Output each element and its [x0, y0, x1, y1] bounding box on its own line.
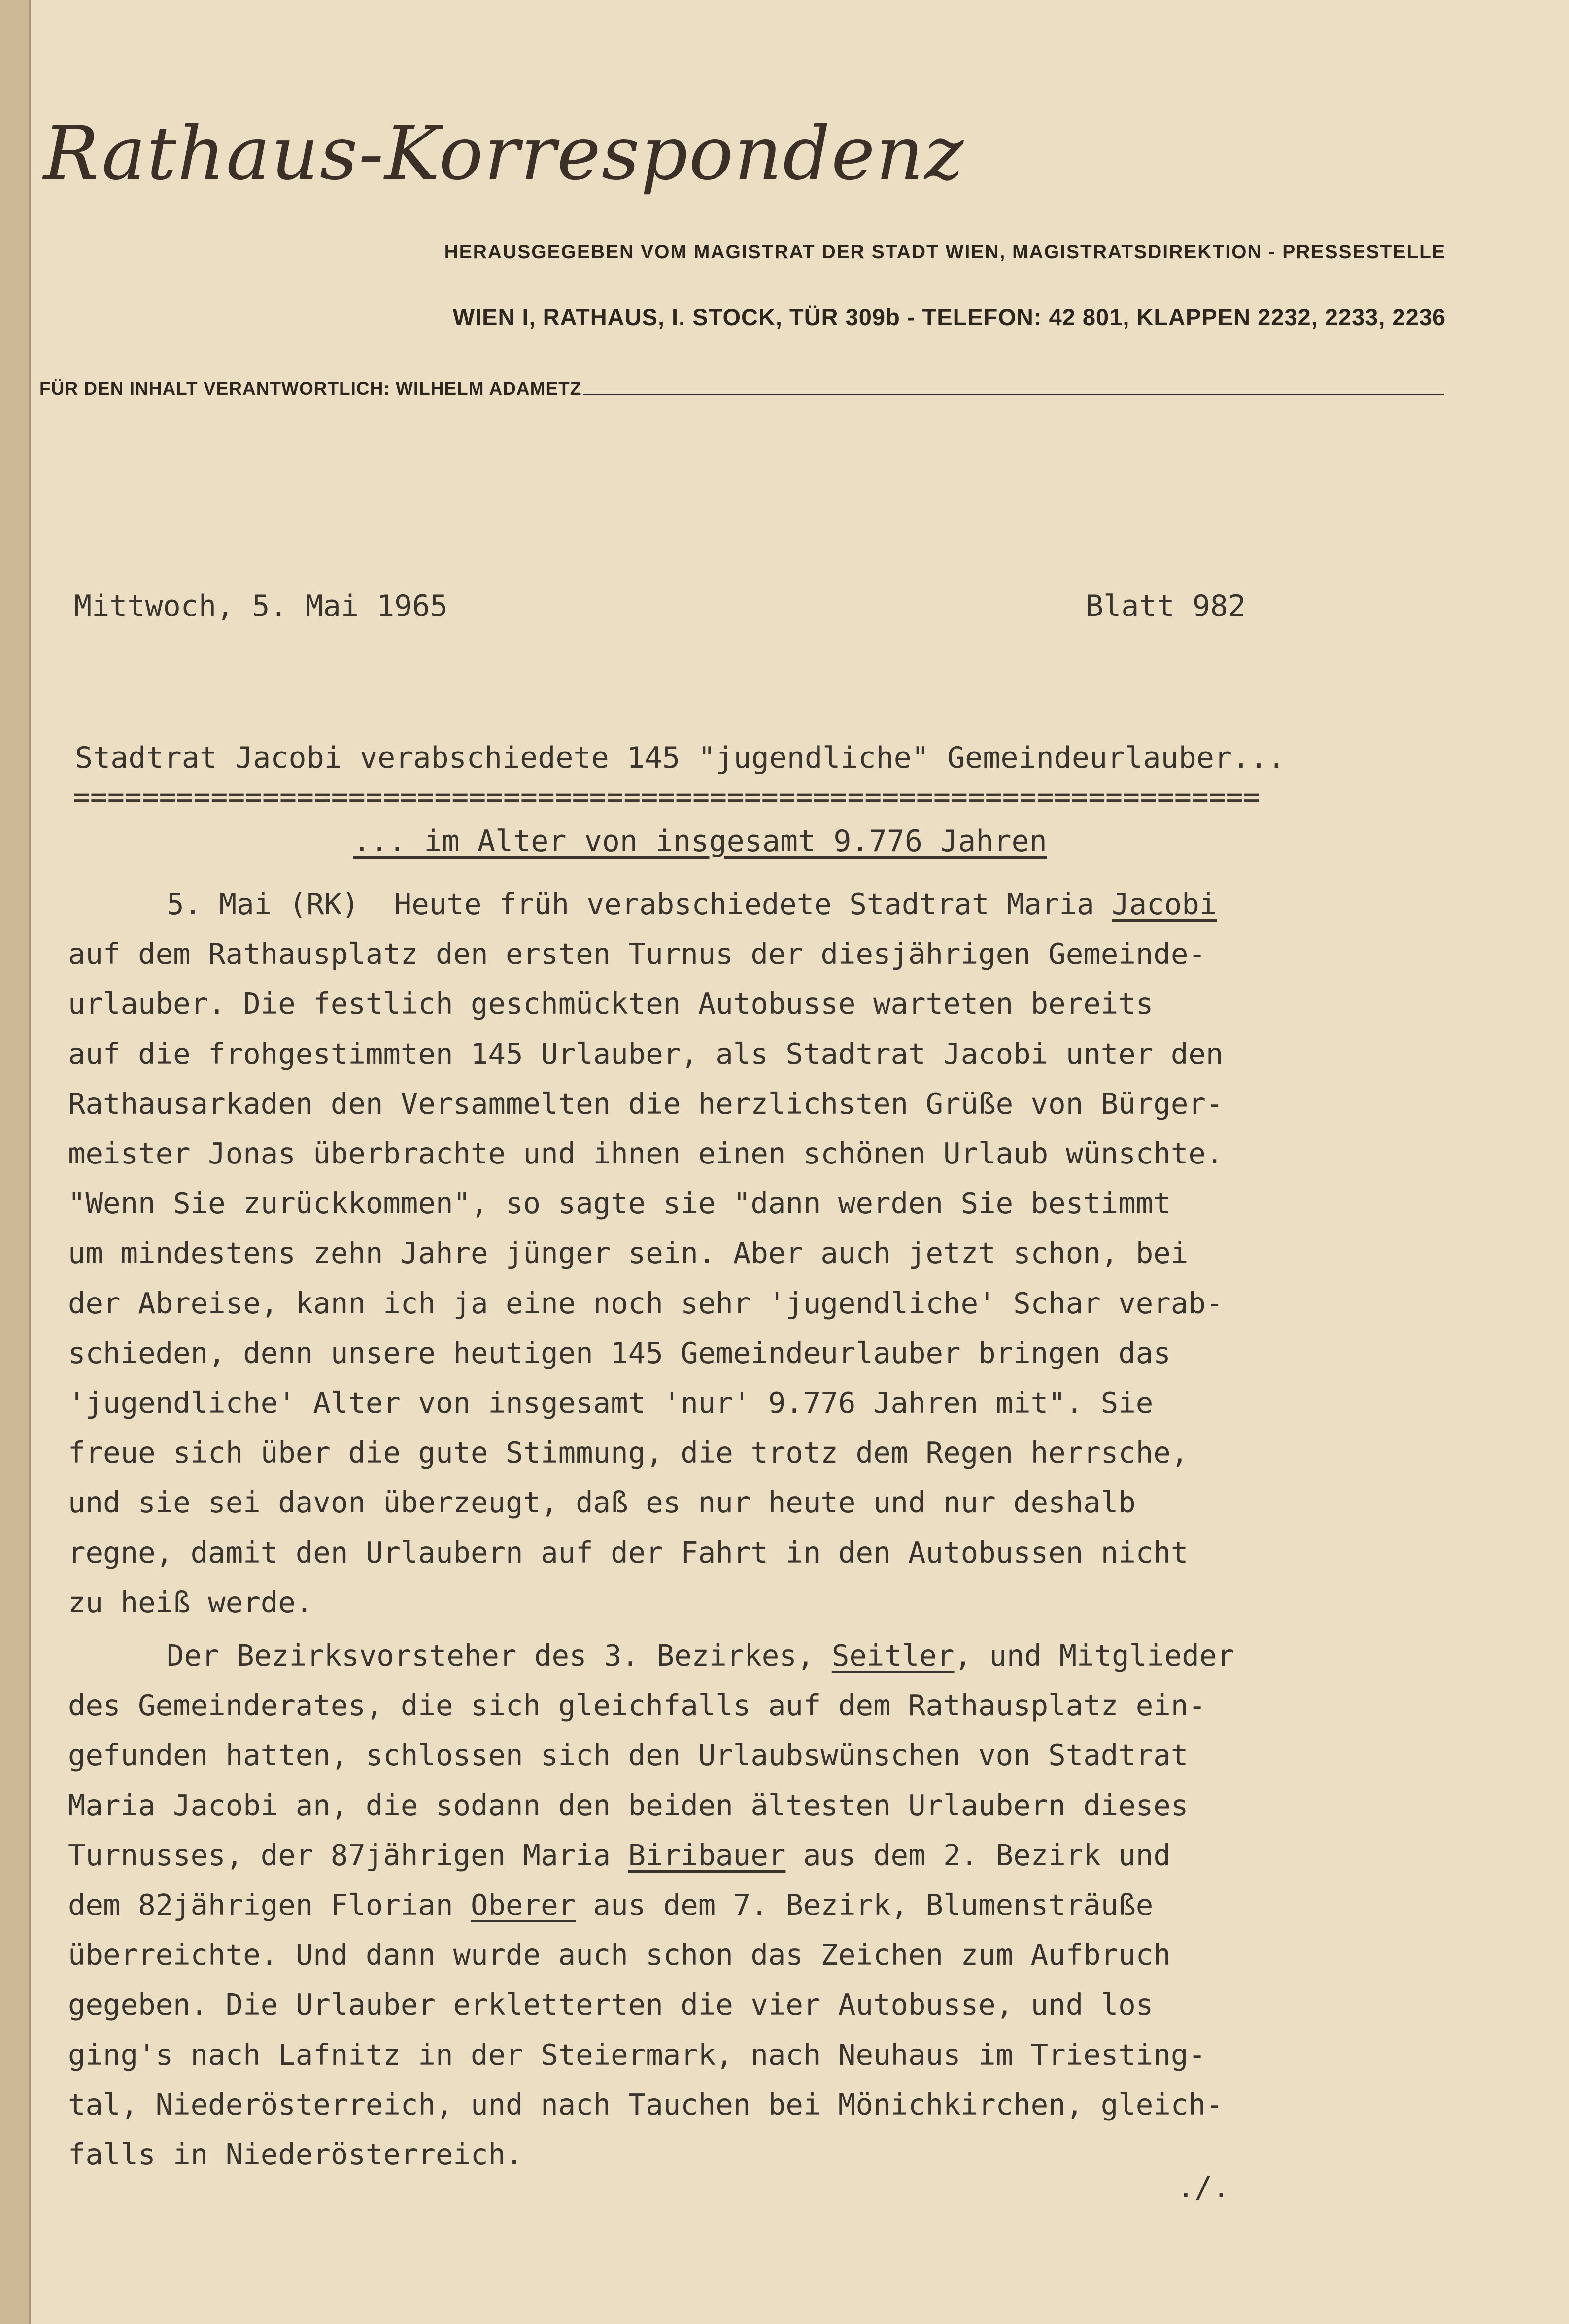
text-segment: dem 82jährigen Florian: [68, 1888, 471, 1922]
address-line: WIEN I, RATHAUS, I. STOCK, TÜR 309b - TELEFON: 42 801, KLAPPEN 2232, 2233, 2236: [452, 304, 1446, 330]
text-line: um mindestens zehn Jahre jünger sein. Aber auch jetzt schon, bei: [68, 1236, 1189, 1270]
continuation-mark: ./.: [1177, 2170, 1230, 2205]
text-line: [68, 1888, 1153, 1922]
text-line: zu heiß werde.: [68, 1585, 313, 1619]
text-line: und sie sei davon überzeugt, daß es nur heute und nur deshalb: [68, 1485, 1136, 1520]
text-line: auf dem Rathausplatz den ersten Turnus der diesjährigen Gemeinde-: [68, 937, 1206, 971]
article-headline: Stadtrat Jacobi verabschiedete 145 "jugendliche" Gemeindeurlauber...: [75, 741, 1286, 775]
text-line: Rathausarkaden den Versammelten die herzlichsten Grüße von Bürger-: [68, 1086, 1224, 1121]
underlined-name: Biribauer: [628, 1838, 786, 1872]
article-subheadline: ... im Alter von insgesamt 9.776 Jahren: [353, 824, 1047, 858]
text-line: meister Jonas überbrachte und ihnen einen schönen Urlaub wünschte.: [68, 1136, 1224, 1170]
text-segment: aus dem 2. Bezirk und: [785, 1838, 1171, 1872]
responsibility-row: [39, 378, 1444, 399]
masthead-logo: Rathaus-Korrespondenz: [43, 111, 965, 197]
text-line: [68, 1838, 1171, 1872]
text-line: tal, Niederösterreich, und nach Tauchen bei Mönichkirchen, gleich-: [68, 2087, 1224, 2121]
text-line: gefunden hatten, schlossen sich den Urlaubswünschen von Stadtrat: [68, 1738, 1189, 1773]
text-line: auf die frohgestimmten 145 Urlauber, als Stadtrat Jacobi unter den: [68, 1036, 1224, 1071]
text-line: [167, 1639, 1234, 1673]
text-line: urlauber. Die festlich geschmückten Autobusse warteten bereits: [68, 987, 1154, 1021]
text-line: [167, 887, 1217, 921]
sheet-number: Blatt 982: [1086, 589, 1246, 623]
text-line: der Abreise, kann ich ja eine noch sehr 'jugendliche' Schar verab-: [68, 1286, 1224, 1320]
responsible-line: FÜR DEN INHALT VERANTWORTLICH: WILHELM ADAMETZ: [39, 378, 582, 399]
text-line: freue sich über die gute Stimmung, die trotz dem Regen herrsche,: [68, 1435, 1189, 1470]
underlined-name: Oberer: [470, 1888, 576, 1922]
headline-rule: =====================================================================: [73, 780, 1261, 814]
text-line: des Gemeinderates, die sich gleichfalls auf dem Rathausplatz ein-: [68, 1688, 1206, 1723]
text-segment: 5. Mai (RK) Heute früh verabschiedete Stadtrat Maria: [167, 887, 1112, 921]
text-line: ging's nach Lafnitz in der Steiermark, nach Neuhaus im Triesting-: [68, 2037, 1206, 2072]
text-line: falls in Niederösterreich.: [68, 2137, 523, 2171]
text-line: 'jugendliche' Alter von insgesamt 'nur' 9.776 Jahren mit". Sie: [68, 1386, 1154, 1420]
text-line: gegeben. Die Urlauber erkletterten die vier Autobusse, und los: [68, 1987, 1154, 2022]
text-segment: , und Mitglieder: [954, 1639, 1234, 1673]
underlined-name: Seitler: [831, 1639, 955, 1673]
text-line: überreichte. Und dann wurde auch schon das Zeichen zum Aufbruch: [68, 1938, 1171, 1972]
text-segment: Turnusses, der 87jährigen Maria: [68, 1838, 628, 1872]
text-line: regne, damit den Urlaubern auf der Fahrt in den Autobussen nicht: [68, 1535, 1189, 1570]
publisher-line: HERAUSGEGEBEN VOM MAGISTRAT DER STADT WIEN, MAGISTRATSDIREKTION - PRESSESTELLE: [444, 241, 1446, 263]
issue-date: Mittwoch, 5. Mai 1965: [74, 589, 448, 623]
underlined-name: Jacobi: [1112, 887, 1217, 921]
text-line: Maria Jacobi an, die sodann den beiden ältesten Urlaubern dieses: [68, 1788, 1189, 1822]
header-rule: [583, 394, 1444, 395]
text-segment: Der Bezirksvorsteher des 3. Bezirkes,: [167, 1639, 832, 1673]
text-segment: aus dem 7. Bezirk, Blumensträuße: [576, 1888, 1154, 1922]
text-line: schieden, denn unsere heutigen 145 Gemeindeurlauber bringen das: [68, 1335, 1171, 1370]
binding-edge: [0, 0, 31, 2324]
text-line: "Wenn Sie zurückkommen", so sagte sie "dann werden Sie bestimmt: [68, 1186, 1171, 1221]
